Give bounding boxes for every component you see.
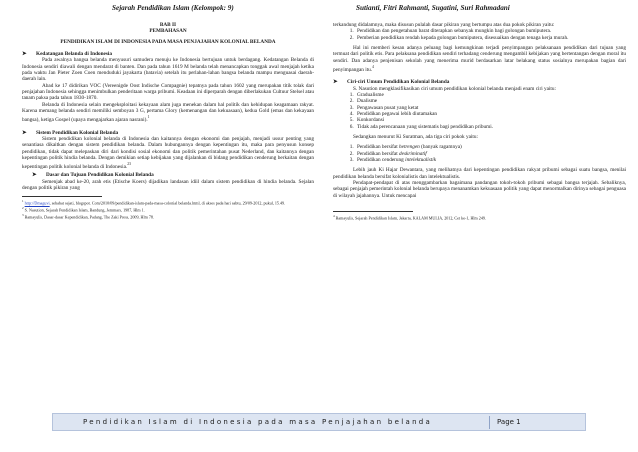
paragraph: Pendapat-pendapat di atas menggambarkan bagaimana pandangan tokoh-tokoh pribumi sebagai bangsa terjajah. Sebaliknya, sebagai penjajah pemerintah kolonial belanda berupaya menanamkan kekuasaan politik yang dapat menormalkan dirinya sebagai penguasa di wilayah jajahannya. Untuk mencapai	[333, 179, 626, 199]
footnote-ref[interactable]: 2	[127, 162, 130, 167]
arrow-bullet-icon: ➤	[22, 51, 27, 58]
chapter-title: PENDIDIKAN ISLAM DI INDONESIA PADA MASA PENJAJAHAN KOLONIAL BELANDA	[60, 38, 276, 45]
right-column	[333, 22, 626, 221]
footnote-2: $^2$ S. Nasution, Sejarah Pendidikan Islam, Bandung, Jemmars, 1987, Hlm 1.	[22, 206, 145, 213]
footer-title: Pendidikan Islam di Indonesia pada masa Penjajahan belanda	[83, 418, 433, 426]
section-heading-dasar: ➤ Dasar dan Tujuan Pendidikan Kolonial Belanda	[32, 172, 154, 179]
chapter-label: PEMBAHASAN	[149, 28, 187, 35]
chapter-number: BAB II	[159, 22, 177, 28]
footnote-link[interactable]: http://Dmaguvi	[24, 200, 50, 206]
list-item: 5. Konkordansi	[355, 117, 626, 123]
paragraph: S. Nasution mengklasifikasikan ciri umum pendidikan kolonial belanda menjadi enam ciri yaitu:	[353, 85, 556, 92]
arrow-bullet-icon: ➤	[333, 79, 338, 86]
list-item: 3. Pengawasan pusat yang ketat	[355, 105, 626, 111]
footnote-ref[interactable]: 3	[129, 162, 131, 167]
paragraph: Pada awalnya bangsa belanda menyusuri samudera menuju ke Indonesia bertujuan untuk berdagang. Kedatangan Belanda di Indonesia sendiri diawali dengan mendarat di banten. Dan pada tahun 1619 M belanda telah menancapkan tonggak awal menjajah ketika pada waktu Jan Pieter Zoen Coen menduduki jayakarta (batavia) setelah itu perlahan-lahan bangsa belanda mampu menguasai daerah-daerah lain.	[22, 57, 314, 83]
footnote-separator	[333, 211, 413, 212]
paragraph: Hal ini memberi kesan adanya peluang bagi kemungkinan terjadi penyimpangan pelaksanaan pendidikan dari tujuan yang termuat dari politik etis. Para pelaksana pendidikan sendiri terhadang cenderung mengambil kebijakan yang bertentangan dengan moral itu sendiri. Dan adanya penjenisan sekolah yang menerima murid berdasarkan latar belakang status sosialnya merupakan bagian dari penyimpangan itu.$^4$	[333, 45, 626, 73]
list-item: 2. Dualisme	[355, 98, 626, 104]
list-item: 6. Tidak ada perencanaan yang sistematis bagi pendidikan pribumi.	[355, 124, 626, 130]
footer-divider	[489, 416, 490, 429]
header-right: Sutianti, Fitri Rahmanti, Sugatini, Suri Rahmadani	[356, 4, 510, 12]
footnote-4: $^4$ Ramayulis, Sejarah Pendidikan Islam, Jakarta, KALAM MULIA, 2012, Cet ke-1, Hlm 249.	[333, 214, 486, 221]
list-item: 3. Pendidikan cenderung intelektualistik	[355, 157, 626, 163]
footnote-1: $^1$ http://Dmaguvi, sebabat sejati, blogspot. Com/2010/09/pendidikan-islam-pada-masa-colonial belanda.html, di akses pada hari sabtu, 29/09-2012, pukul, 15.49.	[22, 199, 286, 206]
page-number: Page 1	[497, 418, 521, 426]
footnote-separator	[22, 196, 102, 197]
section-heading-kedatangan: ➤ Kedatangan Belanda di Indonesia	[22, 51, 113, 58]
arrow-bullet-icon: ➤	[32, 172, 37, 179]
section-heading-sistem: ➤ Sistem Pendidikan Kolonial Belanda	[22, 129, 119, 136]
header-left: Sejarah Pendidikan Islam (Kelompok: 9)	[112, 4, 234, 12]
paragraph: Belanda di Indonesia selain mengeksploitasi kekayaan alam juga menekan dalam hal politik dan kehidupan keagamaan rakyat. Karena memang belanda sendiri memiliki semboyan 3 G, pertama Glory (kemenangan dan kekuasaan), kedua Gold (emas dan kekayaan bangsa), ketiga Gospel (upaya mengajarkan ajaran nasrani).$^1$	[22, 101, 314, 124]
paragraph: Lebih jauh Ki Hajar Dewantara, yang melihatnya dari kepentingan pendidikan rakyat pribumi sebagai suatu bangsa, menilai pendidikan belanda bersifat kolonialistis dan intelektualistis.	[333, 167, 626, 180]
paragraph: Abad ke 17 didirikan VOC (Vereenigde Oost Indische Compagnie) tepatnya pada tahun 1602 yang merupakan titik tolak dari penjajahan Indonesia sehingga menimbulkan penderitaan warga pribumi. Keadaan ini diperparah dengan diberlakukan Cultuur Stelsel atau tanam paksa pada tahun 1830-1870.	[22, 82, 314, 102]
paragraph: terkandung didalamnya, maka disusun pulalah dasar pikiran yang bertumpu atas dua pokok pikiran yaitu:	[333, 22, 555, 28]
page-footer	[52, 413, 586, 431]
footnote-3: $^3$ Ramayulis, Dasar-dasar Kependidikan, Padang, The Zaki Press, 2009, Hlm 78.	[22, 213, 154, 220]
list-item: 4. Pendidikan pegawai lebih diutamakan	[355, 111, 626, 117]
list-ciri-pokok	[333, 144, 626, 163]
paragraph: Semenjak abad ke-20, arah etis (Etische Koers) dijadikan landasan idiil dalam sistem pendidikan di hindia belanda. Sejalan dengan politik pikiran yang	[22, 178, 314, 192]
section-heading-ciri: ➤ Ciri-ciri Umum Pendidikan Kolonial Belanda	[333, 79, 450, 86]
list-item: 1. Pendidikan bersifat hetrengen (banyak ragamnya)	[355, 144, 626, 150]
footnote-ref[interactable]: 4	[372, 65, 374, 70]
list-dasar-pikiran	[333, 28, 626, 41]
list-ciri-umum	[333, 92, 626, 130]
list-item: 2. Pemberian pendidikan rendah kepada golongan bumiputera, disesuaikan dengan tenaga kerja murah.	[355, 35, 626, 41]
list-item: 1. Pendidikan dan pengetahuan barat diterapkan sebanyak mungkin bagi golongan bumiputera.	[355, 28, 626, 34]
list-item: 1. Gradualisme	[355, 92, 626, 98]
left-column	[22, 22, 314, 220]
list-item: 2. Pendidikan bersifat deskriminatif	[355, 151, 626, 157]
paragraph: Sistem pendidikan kolonial belanda di Indonesia dan kaitannya dengan ekonomi dan penjajah, menjadi ussur penting yang senantiasa dikaitkan dengan sistem pendidikan belanda. Dalam hubungannya dengan kepentingan itu, maka para penyusun konsep pendidikan, tidak dapat melepaskan diri dari kondisi sosial ekonomi dan politik pemerintahan pusat Nederland, dan kaitannya dengan kepentingan politik hindia belanda. Dengan demikian setiap kebijakan yang dijalankan di bidang pendidikan cenderung berkaitan dengan kepentingan politik kolonial belanda di Indonesia.$^{23}$	[22, 135, 314, 171]
paragraph: Sedangkan menurut Ki Suratman, ada tiga ciri pokok yaitu:	[353, 133, 478, 140]
arrow-bullet-icon: ➤	[22, 129, 27, 136]
footnote-ref[interactable]: 1	[147, 115, 150, 120]
